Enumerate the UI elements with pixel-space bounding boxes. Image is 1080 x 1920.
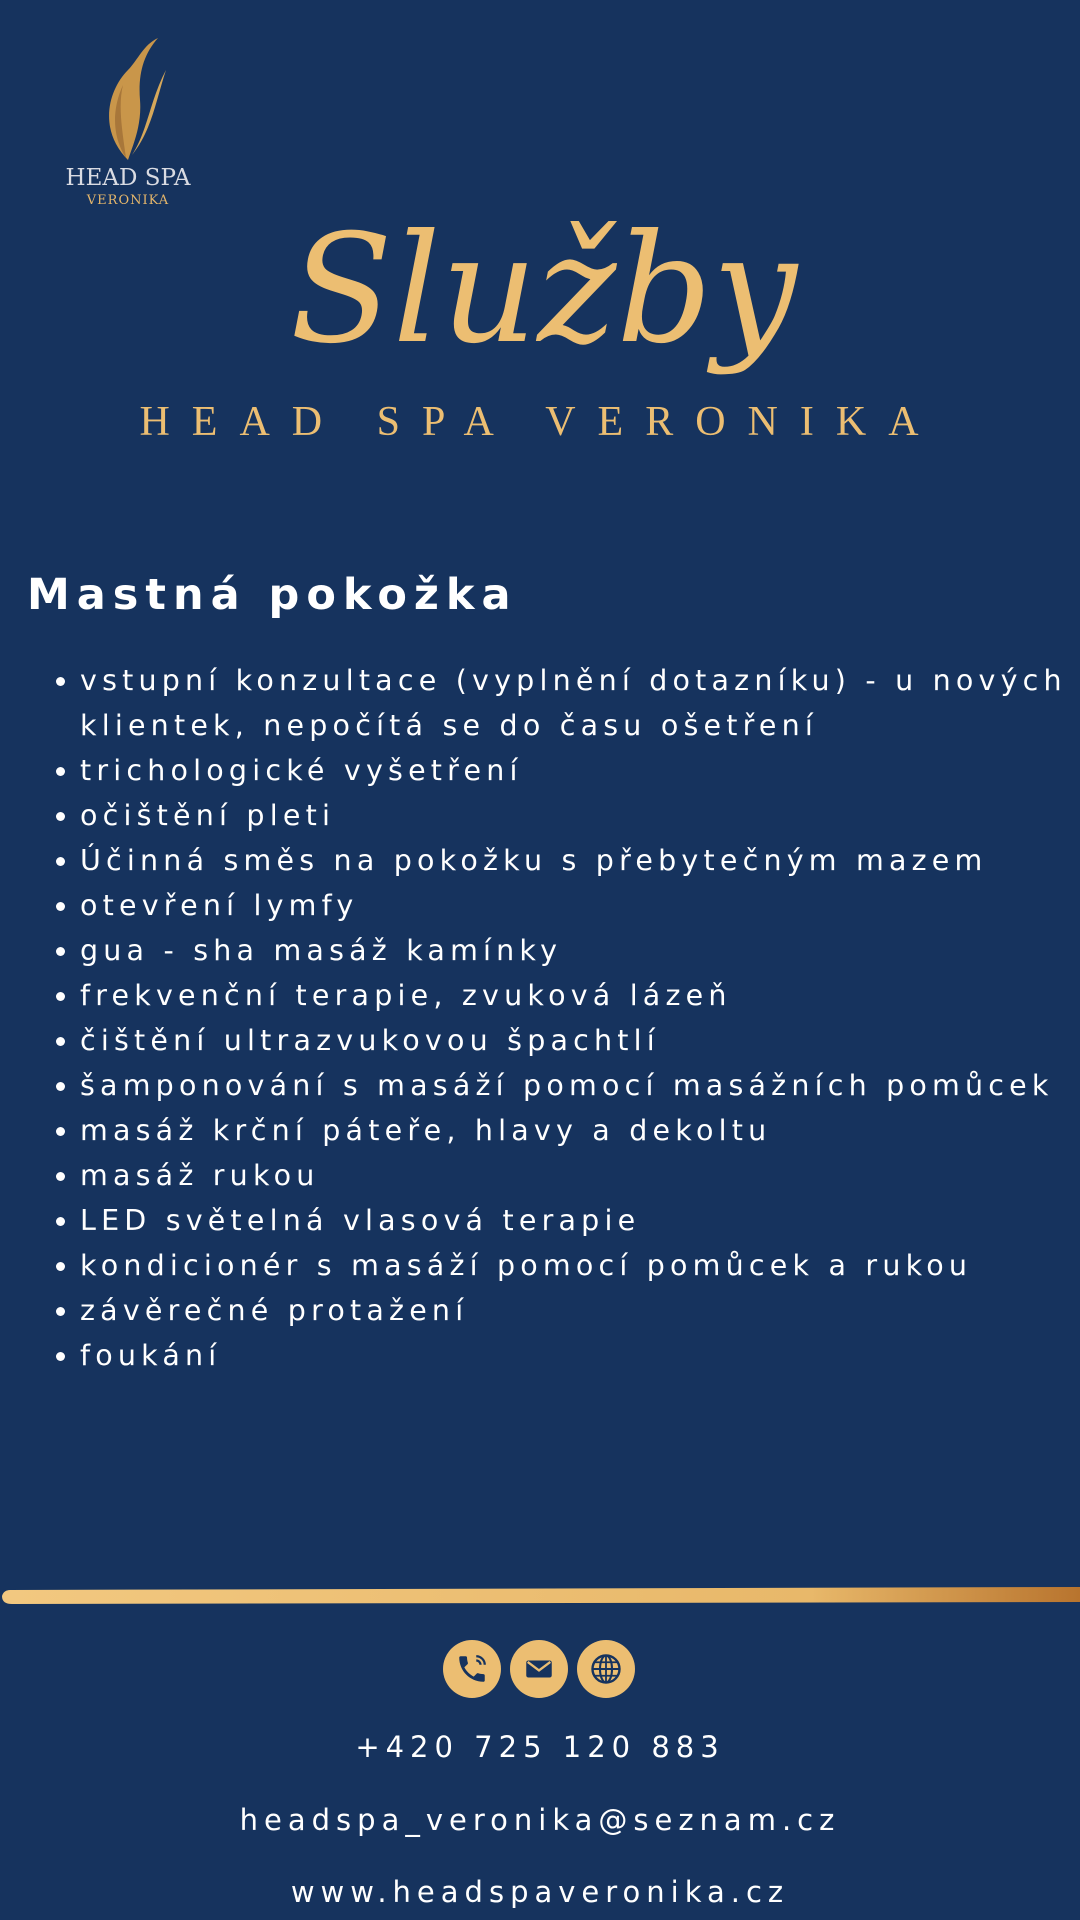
- list-item: gua - sha masáž kamínky: [80, 928, 1080, 973]
- list-item: frekvenční terapie, zvuková lázeň: [80, 973, 1080, 1018]
- mail-icon[interactable]: [510, 1640, 568, 1698]
- list-item: vstupní konzultace (vyplnění dotazníku) - u nových klientek, nepočítá se do času ošetření: [80, 658, 1080, 748]
- list-item: foukání: [80, 1333, 1080, 1378]
- contact-icons: [443, 1640, 643, 1700]
- list-item: masáž krční páteře, hlavy a dekoltu: [80, 1108, 1080, 1153]
- list-item: šamponování s masáží pomocí masážních pomůcek: [80, 1063, 1080, 1108]
- list-item: čištění ultrazvukovou špachtlí: [80, 1018, 1080, 1063]
- script-title: Služby: [290, 203, 798, 377]
- services-list: [42, 658, 1080, 1378]
- website-link[interactable]: www.headspaveronika.cz: [290, 1875, 790, 1909]
- list-item: LED světelná vlasová terapie: [80, 1198, 1080, 1243]
- list-item: otevření lymfy: [80, 883, 1080, 928]
- brand-subtitle: HEAD SPA VERONIKA: [139, 399, 941, 445]
- hair-flame-icon: [88, 30, 168, 165]
- list-item: závěrečné protažení: [80, 1288, 1080, 1333]
- phone-number[interactable]: +420 725 120 883: [355, 1730, 725, 1764]
- logo-title: HEAD SPA: [65, 165, 191, 191]
- list-item: masáž rukou: [80, 1153, 1080, 1198]
- logo: [58, 30, 198, 220]
- list-item: trichologické vyšetření: [80, 748, 1080, 793]
- globe-icon[interactable]: [577, 1640, 635, 1698]
- phone-icon[interactable]: [443, 1640, 501, 1698]
- list-item: Účinná směs na pokožku s přebytečným mazem: [80, 838, 1080, 883]
- email-address[interactable]: headspa_veronika@seznam.cz: [239, 1803, 841, 1837]
- page-title: [290, 203, 798, 415]
- logo-subtitle: VERONIKA: [86, 193, 170, 208]
- section-heading: Mastná pokožka: [27, 570, 518, 620]
- list-item: kondicionér s masáží pomocí pomůcek a rukou: [80, 1243, 1080, 1288]
- gold-brush-divider: [0, 1584, 1080, 1608]
- list-item: očištění pleti: [80, 793, 1080, 838]
